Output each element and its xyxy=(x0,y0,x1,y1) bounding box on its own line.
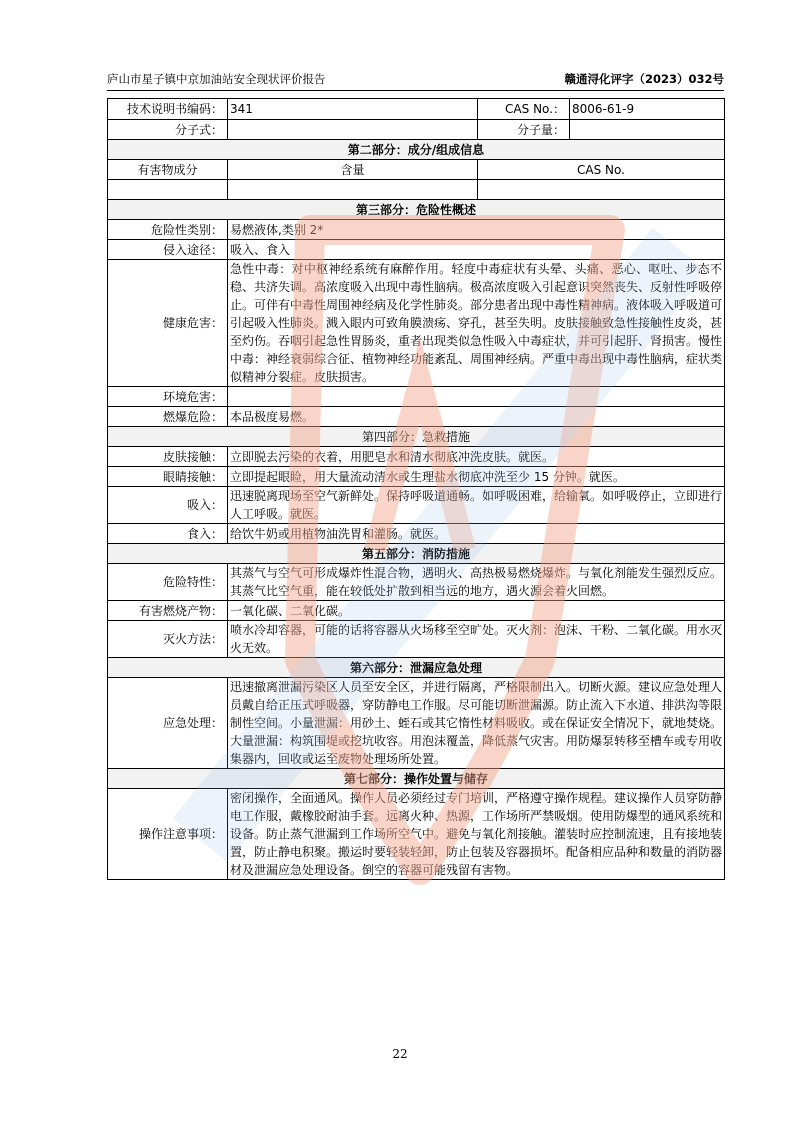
section-3-title: 第三部分：危险性概述 xyxy=(108,200,725,220)
weight-label: 分子量： xyxy=(478,120,570,140)
hazard-category-value: 易燃液体,类别 2* xyxy=(228,220,725,240)
combustion-products-value: 一氧化碳、二氧化碳。 xyxy=(228,601,725,621)
eye-contact-value: 立即提起眼睑，用大量流动清水或生理盐水彻底冲洗至少 15 分钟。就医。 xyxy=(228,467,725,487)
section-7-title: 第七部分：操作处置与储存 xyxy=(108,769,725,789)
route-label: 侵入途径： xyxy=(108,240,228,260)
skin-contact-label: 皮肤接触： xyxy=(108,447,228,467)
formula-value xyxy=(228,120,478,140)
page-header xyxy=(107,72,724,91)
report-title: 庐山市星子镇中京加油站安全现状评价报告 xyxy=(107,72,326,86)
section-6-title: 第六部分：泄漏应急处理 xyxy=(108,658,725,678)
fire-hazard-label: 燃爆危险： xyxy=(108,407,228,427)
skin-contact-value: 立即脱去污染的衣着，用肥皂水和清水彻底冲洗皮肤。就医。 xyxy=(228,447,725,467)
composition-cell xyxy=(108,180,228,200)
msds-table xyxy=(107,98,725,880)
eye-contact-label: 眼睛接触： xyxy=(108,467,228,487)
extinguish-value: 喷水冷却容器，可能的话将容器从火场移至空旷处。灭火剂：泡沫、干粉、二氧化碳。用水灭火无效。 xyxy=(228,621,725,658)
section-2-title: 第二部分：成分/组成信息 xyxy=(108,140,725,160)
health-hazard-label: 健康危害： xyxy=(108,260,228,387)
danger-property-label: 危险特性： xyxy=(108,564,228,601)
page-number: 22 xyxy=(392,1047,408,1061)
combustion-products-label: 有害燃烧产物： xyxy=(108,601,228,621)
env-hazard-label: 环境危害： xyxy=(108,387,228,407)
env-hazard-value xyxy=(228,387,725,407)
inhalation-value: 迅速脱离现场至空气新鲜处。保持呼吸道通畅。如呼吸困难，给输氧。如呼吸停止，立即进行人工呼吸。就医。 xyxy=(228,487,725,524)
composition-cell xyxy=(478,180,725,200)
handling-label: 操作注意事项： xyxy=(108,789,228,880)
ingestion-label: 食入： xyxy=(108,524,228,544)
formula-label: 分子式： xyxy=(108,120,228,140)
cas-label: CAS No.： xyxy=(478,99,570,120)
emergency-label: 应急处理： xyxy=(108,678,228,769)
extinguish-label: 灭火方法： xyxy=(108,621,228,658)
emergency-value: 迅速撤离泄漏污染区人员至安全区，并进行隔离，严格限制出入。切断火源。建议应急处理人员戴自给正压式呼吸器，穿防静电工作服。尽可能切断泄漏源。防止流入下水道、排洪沟等限制性空间。小量泄漏：用砂土、蛭石或其它惰性材料吸收。或在保证安全情况下，就地焚烧。大量泄漏：构筑围堤或挖坑收容。用泡沫覆盖，降低蒸气灾害。用防爆泵转移至槽车或专用收集器内，回收或运至废物处理场所处置。 xyxy=(228,678,725,769)
ingestion-value: 给饮牛奶或用植物油洗胃和灌肠。就医。 xyxy=(228,524,725,544)
tech-code-value: 341 xyxy=(228,99,478,120)
health-hazard-value: 急性中毒：对中枢神经系统有麻醉作用。轻度中毒症状有头晕、头痛、恶心、呕吐、步态不稳、共济失调。高浓度吸入出现中毒性脑病。极高浓度吸入引起意识突然丧失、反射性呼吸停止。可伴有中毒性周围神经病及化学性肺炎。部分患者出现中毒性精神病。液体吸入呼吸道可引起吸入性肺炎。溅入眼内可致角膜溃疡、穿孔，甚至失明。皮肤接触致急性接触性皮炎，甚至灼伤。吞咽引起急性胃肠炎，重者出现类似急性吸入中毒症状，并可引起肝、肾损害。慢性中毒：神经衰弱综合征、植物神经功能紊乱、周围神经病。严重中毒出现中毒性脑病，症状类似精神分裂症。皮肤损害。 xyxy=(228,260,725,387)
fire-hazard-value: 本品极度易燃。 xyxy=(228,407,725,427)
section-4-title: 第四部分：急救措施 xyxy=(108,427,725,447)
composition-col-1: 有害物成分 xyxy=(108,160,228,180)
section-5-title: 第五部分：消防措施 xyxy=(108,544,725,564)
composition-col-3: CAS No. xyxy=(478,160,725,180)
tech-code-label: 技术说明书编码： xyxy=(108,99,228,120)
danger-property-value: 其蒸气与空气可形成爆炸性混合物，遇明火、高热极易燃烧爆炸。与氧化剂能发生强烈反应。其蒸气比空气重，能在较低处扩散到相当远的地方，遇火源会着火回燃。 xyxy=(228,564,725,601)
composition-col-2: 含量 xyxy=(228,160,478,180)
handling-value: 密闭操作，全面通风。操作人员必须经过专门培训，严格遵守操作规程。建议操作人员穿防静电工作服，戴橡胶耐油手套。远离火种、热源，工作场所严禁吸烟。使用防爆型的通风系统和设备。防止蒸气泄漏到工作场所空气中。避免与氧化剂接触。灌装时应控制流速，且有接地装置，防止静电积聚。搬运时要轻装轻卸，防止包装及容器损坏。配备相应品种和数量的消防器材及泄漏应急处理设备。倒空的容器可能残留有害物。 xyxy=(228,789,725,880)
route-value: 吸入、食入 xyxy=(228,240,725,260)
composition-cell xyxy=(228,180,478,200)
report-number: 赣通浔化评字（2023）032号 xyxy=(564,72,724,86)
inhalation-label: 吸入： xyxy=(108,487,228,524)
cas-value: 8006-61-9 xyxy=(570,99,725,120)
weight-value xyxy=(570,120,725,140)
hazard-category-label: 危险性类别： xyxy=(108,220,228,240)
